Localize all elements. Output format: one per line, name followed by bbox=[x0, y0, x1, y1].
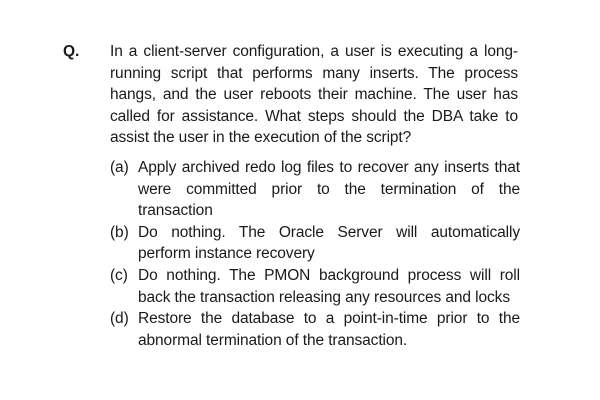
option-c-text: Do nothing. The PMON background process will roll back the transaction releasing any resources and locks bbox=[138, 266, 520, 306]
option-d-text: Restore the database to a point-in-time prior to the abnormal termination of the transaction. bbox=[138, 310, 520, 349]
option-b bbox=[110, 222, 520, 265]
question-stem: In a client-server configuration, a user is executing a long-running script that performs many inserts. The process hangs, and the user reboots their machine. The user has called for assistance. What steps should the DBA take to assist the user in the execution of the script? bbox=[110, 43, 518, 147]
option-c bbox=[110, 265, 520, 308]
option-a bbox=[110, 157, 520, 222]
option-d-letter: (d) bbox=[110, 310, 129, 328]
option-a-text: Apply archived redo log files to recover any inserts that were committed prior to the termination of the transaction bbox=[138, 159, 520, 220]
option-b-letter: (b) bbox=[110, 223, 129, 241]
answer-options-list bbox=[110, 157, 520, 351]
option-c-letter: (c) bbox=[110, 266, 128, 284]
option-d bbox=[110, 308, 520, 351]
option-a-letter: (a) bbox=[110, 159, 129, 176]
question-marker: Q. bbox=[63, 43, 80, 60]
option-b-text: Do nothing. The Oracle Server will automatically perform instance recovery bbox=[138, 223, 520, 263]
